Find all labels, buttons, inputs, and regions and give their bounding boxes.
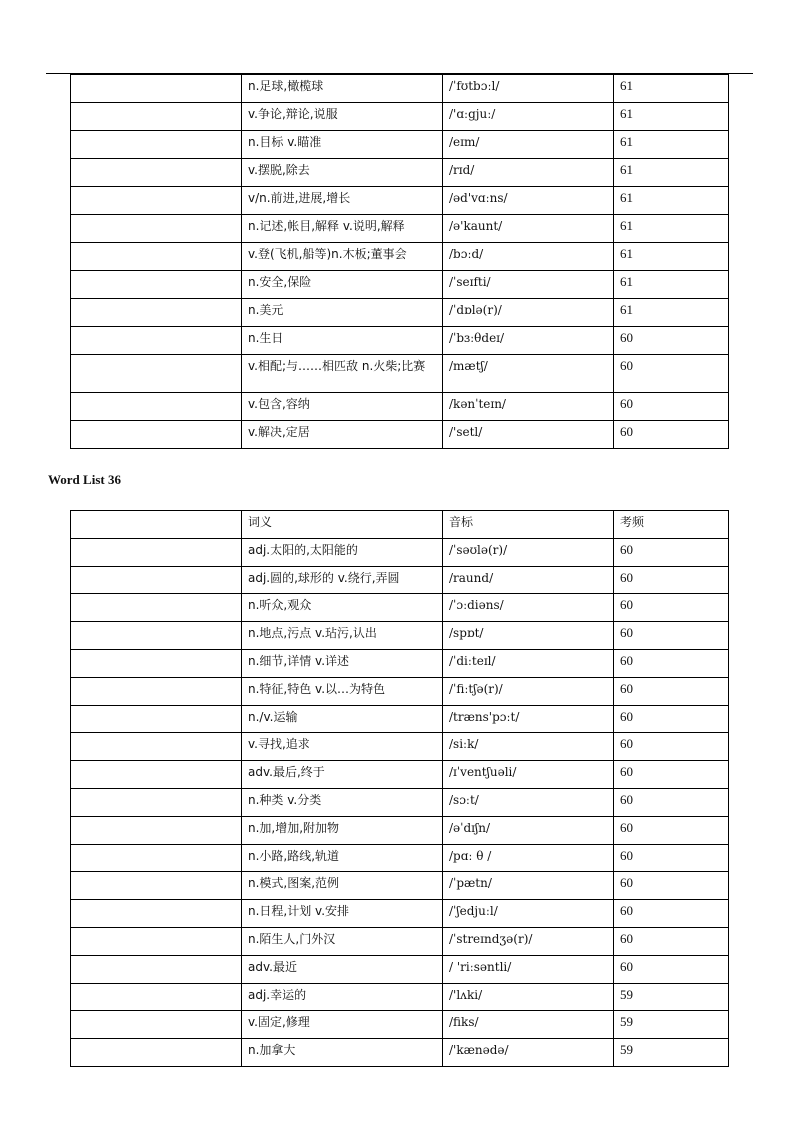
phonetic-cell: /ˈsəʊlə(r)/ [443, 538, 614, 566]
phonetic-cell: / 'riːsəntli/ [443, 955, 614, 983]
section-title: Word List 36 [48, 472, 121, 487]
table-row [71, 1011, 729, 1039]
phonetic-cell: /sɔːt/ [443, 788, 614, 816]
word-cell [71, 159, 242, 187]
table-row [71, 788, 729, 816]
meaning-cell: n.陌生人,门外汉 [242, 927, 443, 955]
word-cell [71, 131, 242, 159]
word-cell [71, 511, 242, 539]
meaning-cell: v.登(飞机,船等)n.木板;董事会 [242, 243, 443, 271]
meaning-cell: adj.圆的,球形的 v.绕行,弄圆 [242, 566, 443, 594]
frequency-cell: 61 [614, 271, 729, 299]
phonetic-cell: /ə'kaunt/ [443, 215, 614, 243]
word-table-bottom [70, 510, 729, 1067]
meaning-cell: v.寻找,追求 [242, 733, 443, 761]
phonetic-cell: /ˈbɜːθdeɪ/ [443, 327, 614, 355]
word-cell [71, 927, 242, 955]
meaning-cell: n.生日 [242, 327, 443, 355]
table-row [71, 187, 729, 215]
word-cell [71, 327, 242, 355]
phonetic-cell: /eɪm/ [443, 131, 614, 159]
word-cell [71, 1011, 242, 1039]
word-cell [71, 538, 242, 566]
word-cell [71, 761, 242, 789]
phonetic-cell: /'ɑːgjuː/ [443, 103, 614, 131]
word-cell [71, 844, 242, 872]
frequency-cell: 60 [614, 900, 729, 928]
phonetic-cell: /ˈpætn/ [443, 872, 614, 900]
meaning-cell: n.目标 v.瞄准 [242, 131, 443, 159]
word-cell [71, 872, 242, 900]
table-row [71, 538, 729, 566]
phonetic-cell: /siːk/ [443, 733, 614, 761]
phonetic-cell: /kənˈteɪn/ [443, 393, 614, 421]
phonetic-cell: /'lʌki/ [443, 983, 614, 1011]
word-cell [71, 1039, 242, 1067]
frequency-cell: 61 [614, 299, 729, 327]
table-row [71, 594, 729, 622]
header-phonetic: 音标 [443, 511, 614, 539]
phonetic-cell: /ˈdɒlə(r)/ [443, 299, 614, 327]
frequency-cell: 60 [614, 649, 729, 677]
table-row [71, 900, 729, 928]
frequency-cell: 60 [614, 538, 729, 566]
meaning-cell: n.加,增加,附加物 [242, 816, 443, 844]
frequency-cell: 61 [614, 243, 729, 271]
meaning-cell: v.解决,定居 [242, 421, 443, 449]
frequency-cell: 59 [614, 1011, 729, 1039]
meaning-cell: n.记述,帐目,解释 v.说明,解释 [242, 215, 443, 243]
word-cell [71, 187, 242, 215]
word-cell [71, 705, 242, 733]
frequency-cell: 60 [614, 566, 729, 594]
phonetic-cell: /əd'vɑːns/ [443, 187, 614, 215]
table-row [71, 327, 729, 355]
meaning-cell: n.特征,特色 v.以…为特色 [242, 677, 443, 705]
header-frequency: 考频 [614, 511, 729, 539]
table-row [71, 215, 729, 243]
meaning-cell: n.美元 [242, 299, 443, 327]
phonetic-cell: /pɑː θ / [443, 844, 614, 872]
frequency-cell: 61 [614, 159, 729, 187]
table-row [71, 271, 729, 299]
table-row [71, 75, 729, 103]
frequency-cell: 59 [614, 983, 729, 1011]
table-row [71, 761, 729, 789]
phonetic-cell: /ˈfʊtbɔːl/ [443, 75, 614, 103]
frequency-cell: 61 [614, 75, 729, 103]
phonetic-cell: /ˈseɪfti/ [443, 271, 614, 299]
word-cell [71, 594, 242, 622]
word-cell [71, 622, 242, 650]
phonetic-cell: /ˈdiːteɪl/ [443, 649, 614, 677]
table-row [71, 355, 729, 393]
table-row [71, 983, 729, 1011]
frequency-cell: 60 [614, 594, 729, 622]
frequency-cell: 60 [614, 393, 729, 421]
frequency-cell: 60 [614, 844, 729, 872]
table-row [71, 299, 729, 327]
phonetic-cell: /ˈstreɪndʒə(r)/ [443, 927, 614, 955]
frequency-cell: 60 [614, 705, 729, 733]
phonetic-cell: /ˈʃedjuːl/ [443, 900, 614, 928]
frequency-cell: 60 [614, 788, 729, 816]
phonetic-cell: /rɪd/ [443, 159, 614, 187]
table-row [71, 566, 729, 594]
meaning-cell: n./v.运输 [242, 705, 443, 733]
phonetic-cell: /ɪˈventʃuəli/ [443, 761, 614, 789]
phonetic-cell: /'setl/ [443, 421, 614, 449]
frequency-cell: 61 [614, 131, 729, 159]
word-cell [71, 900, 242, 928]
table-row [71, 393, 729, 421]
frequency-cell: 60 [614, 327, 729, 355]
word-cell [71, 393, 242, 421]
phonetic-cell: /ˈɔːdiəns/ [443, 594, 614, 622]
table-row [71, 103, 729, 131]
frequency-cell: 61 [614, 215, 729, 243]
table-row [71, 844, 729, 872]
frequency-cell: 60 [614, 816, 729, 844]
meaning-cell: n.足球,橄榄球 [242, 75, 443, 103]
meaning-cell: v.争论,辩论,说服 [242, 103, 443, 131]
table-row [71, 421, 729, 449]
word-cell [71, 421, 242, 449]
word-cell [71, 788, 242, 816]
meaning-cell: v/n.前进,进展,增长 [242, 187, 443, 215]
table-row [71, 649, 729, 677]
meaning-cell: adv.最近 [242, 955, 443, 983]
phonetic-cell: /raund/ [443, 566, 614, 594]
meaning-cell: v.相配;与……相匹敌 n.火柴;比赛 [242, 355, 443, 393]
word-cell [71, 355, 242, 393]
phonetic-cell: /bɔːd/ [443, 243, 614, 271]
table-header-row [71, 511, 729, 539]
phonetic-cell: /fiks/ [443, 1011, 614, 1039]
frequency-cell: 60 [614, 872, 729, 900]
phonetic-cell: /spɒt/ [443, 622, 614, 650]
word-cell [71, 649, 242, 677]
table-row [71, 733, 729, 761]
word-cell [71, 955, 242, 983]
phonetic-cell: /ˈfiːtʃə(r)/ [443, 677, 614, 705]
frequency-cell: 60 [614, 622, 729, 650]
frequency-cell: 60 [614, 421, 729, 449]
table-row [71, 816, 729, 844]
table-row [71, 1039, 729, 1067]
table-row [71, 677, 729, 705]
meaning-cell: adv.最后,终于 [242, 761, 443, 789]
table-row [71, 927, 729, 955]
frequency-cell: 60 [614, 761, 729, 789]
meaning-cell: n.安全,保险 [242, 271, 443, 299]
word-cell [71, 733, 242, 761]
meaning-cell: adj.幸运的 [242, 983, 443, 1011]
meaning-cell: n.加拿大 [242, 1039, 443, 1067]
word-cell [71, 566, 242, 594]
table-row [71, 159, 729, 187]
frequency-cell: 60 [614, 733, 729, 761]
phonetic-cell: /əˈdɪʃn/ [443, 816, 614, 844]
meaning-cell: n.日程,计划 v.安排 [242, 900, 443, 928]
meaning-cell: n.种类 v.分类 [242, 788, 443, 816]
word-cell [71, 816, 242, 844]
frequency-cell: 60 [614, 955, 729, 983]
frequency-cell: 60 [614, 677, 729, 705]
table-row [71, 243, 729, 271]
word-cell [71, 271, 242, 299]
frequency-cell: 61 [614, 103, 729, 131]
word-cell [71, 215, 242, 243]
word-cell [71, 677, 242, 705]
word-cell [71, 299, 242, 327]
meaning-cell: n.小路,路线,轨道 [242, 844, 443, 872]
table-row [71, 872, 729, 900]
word-cell [71, 75, 242, 103]
table-row [71, 131, 729, 159]
phonetic-cell: /'kænədə/ [443, 1039, 614, 1067]
phonetic-cell: /træns'pɔːt/ [443, 705, 614, 733]
meaning-cell: v.摆脱,除去 [242, 159, 443, 187]
meaning-cell: n.模式,图案,范例 [242, 872, 443, 900]
meaning-cell: n.地点,污点 v.玷污,认出 [242, 622, 443, 650]
frequency-cell: 59 [614, 1039, 729, 1067]
frequency-cell: 61 [614, 187, 729, 215]
meaning-cell: v.固定,修理 [242, 1011, 443, 1039]
frequency-cell: 60 [614, 355, 729, 393]
word-table-top [70, 74, 729, 449]
table-row [71, 955, 729, 983]
frequency-cell: 60 [614, 927, 729, 955]
meaning-cell: n.听众,观众 [242, 594, 443, 622]
word-cell [71, 103, 242, 131]
word-cell [71, 983, 242, 1011]
table-row [71, 622, 729, 650]
table-row [71, 705, 729, 733]
meaning-cell: adj.太阳的,太阳能的 [242, 538, 443, 566]
header-meaning: 词义 [242, 511, 443, 539]
meaning-cell: v.包含,容纳 [242, 393, 443, 421]
phonetic-cell: /mætʃ/ [443, 355, 614, 393]
word-cell [71, 243, 242, 271]
meaning-cell: n.细节,详情 v.详述 [242, 649, 443, 677]
